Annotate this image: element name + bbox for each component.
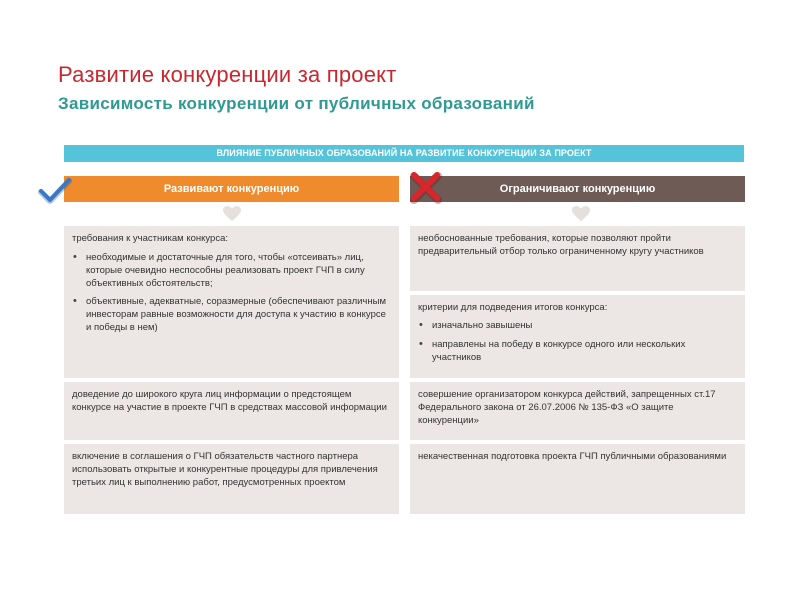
right-cell-criteria (410, 295, 745, 378)
page-title: Развитие конкуренции за проект (58, 62, 397, 87)
page-subtitle: Зависимость конкуренции от публичных образований (58, 94, 535, 113)
right-cell-actions: совершение организатором конкурса действий, запрещенных ст.17 Федерального закона от 26.07.2006 № 135-ФЗ «О защите конкуренции» (410, 382, 745, 440)
right-cell-preparation: некачественная подготовка проекта ГЧП публичными образованиями (410, 444, 745, 514)
left-column-header: Развивают конкуренцию (64, 176, 399, 202)
left-cell-requirements (64, 226, 399, 378)
list-item: • изначально завышены (418, 319, 737, 332)
left-cell-agreements: включение в соглашения о ГЧП обязательств частного партнера использовать открытые и конкурентные процедуры для привлечения третьих лиц к выполнению работ, предусмотренных проектом (64, 444, 399, 514)
list-item: • объективные, адекватные, соразмерные (обеспечивают различным инвесторам равные возможности для доступа к участию в конкурсе и победы в нем) (72, 295, 391, 334)
right-column-header: Ограничивают конкуренцию (410, 176, 745, 202)
heart-connector-icon (572, 206, 590, 222)
list-item: • необходимые и достаточные для того, чтобы «отсеивать» лиц, которые очевидно неспособны реализовать проект ГЧП в силу объективных обстоятельств; (72, 251, 391, 290)
list-item: • направлены на победу в конкурсе одного или нескольких участников (418, 338, 737, 364)
check-icon (38, 178, 72, 209)
heart-connector-icon (223, 206, 241, 222)
cell-intro: требования к участникам конкурса: (72, 233, 229, 244)
cross-icon (408, 170, 444, 211)
cell-intro: критерии для подведения итогов конкурса: (418, 302, 608, 313)
section-banner: ВЛИЯНИЕ ПУБЛИЧНЫХ ОБРАЗОВАНИЙ НА РАЗВИТИЕ КОНКУРЕНЦИИ ЗА ПРОЕКТ (64, 145, 744, 162)
left-cell-media: доведение до широкого круга лиц информации о предстоящем конкурсе на участие в проекте ГЧП в средствах массовой информации (64, 382, 399, 440)
right-cell-requirements: необоснованные требования, которые позволяют пройти предварительный отбор только ограниченному кругу участников (410, 226, 745, 291)
